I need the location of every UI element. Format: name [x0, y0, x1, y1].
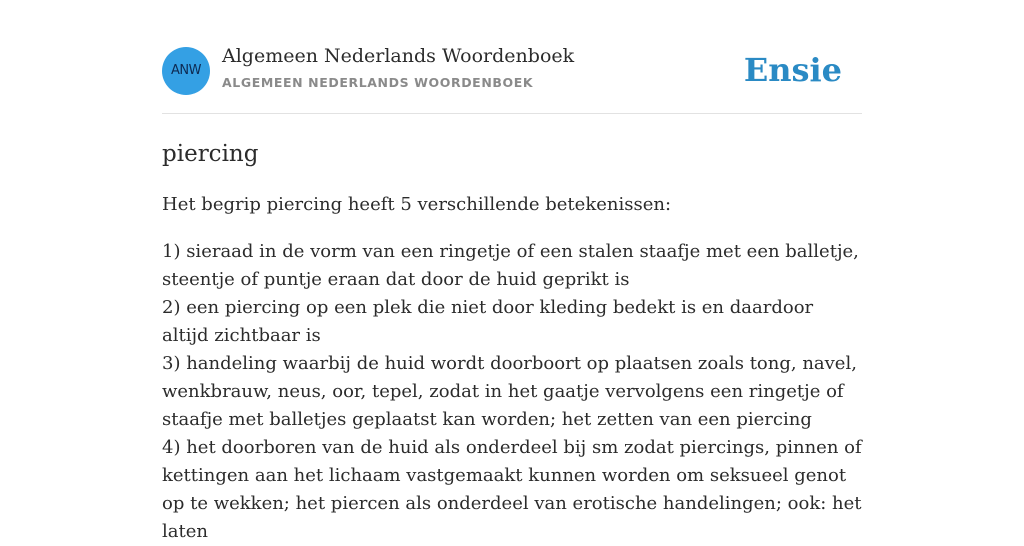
meanings-list [162, 238, 862, 546]
source-logo[interactable]: ANW [162, 47, 210, 95]
source-title[interactable]: Algemeen Nederlands Woordenboek [222, 45, 575, 67]
meaning-item: 1) sieraad in de vorm van een ringetje of een stalen staafje met een balletje, steentje of puntje eraan dat door de huid geprikt is [162, 241, 859, 290]
page [162, 0, 862, 546]
entry-intro: Het begrip piercing heeft 5 verschillende betekenissen: [162, 194, 672, 215]
brand-logo[interactable]: Ensie [743, 51, 842, 89]
header [162, 0, 862, 114]
source-subtitle: ALGEMEEN NEDERLANDS WOORDENBOEK [222, 75, 534, 90]
meaning-item: 4) het doorboren van de huid als onderdeel bij sm zodat piercings, pinnen of kettingen aan het lichaam vastgemaakt kunnen worden om seksueel genot op te wekken; het piercen als onderdeel van erotische handelingen; ook: het laten [162, 437, 862, 542]
entry-term: piercing [162, 141, 259, 167]
meaning-item: 3) handeling waarbij de huid wordt doorboort op plaatsen zoals tong, navel, wenkbrauw, neus, oor, tepel, zodat in het gaatje vervolgens een ringetje of staafje met balletjes geplaatst kan worden; het zetten van een piercing [162, 353, 857, 430]
meaning-item: 2) een piercing op een plek die niet door kleding bedekt is en daardoor altijd zichtbaar is [162, 297, 814, 346]
